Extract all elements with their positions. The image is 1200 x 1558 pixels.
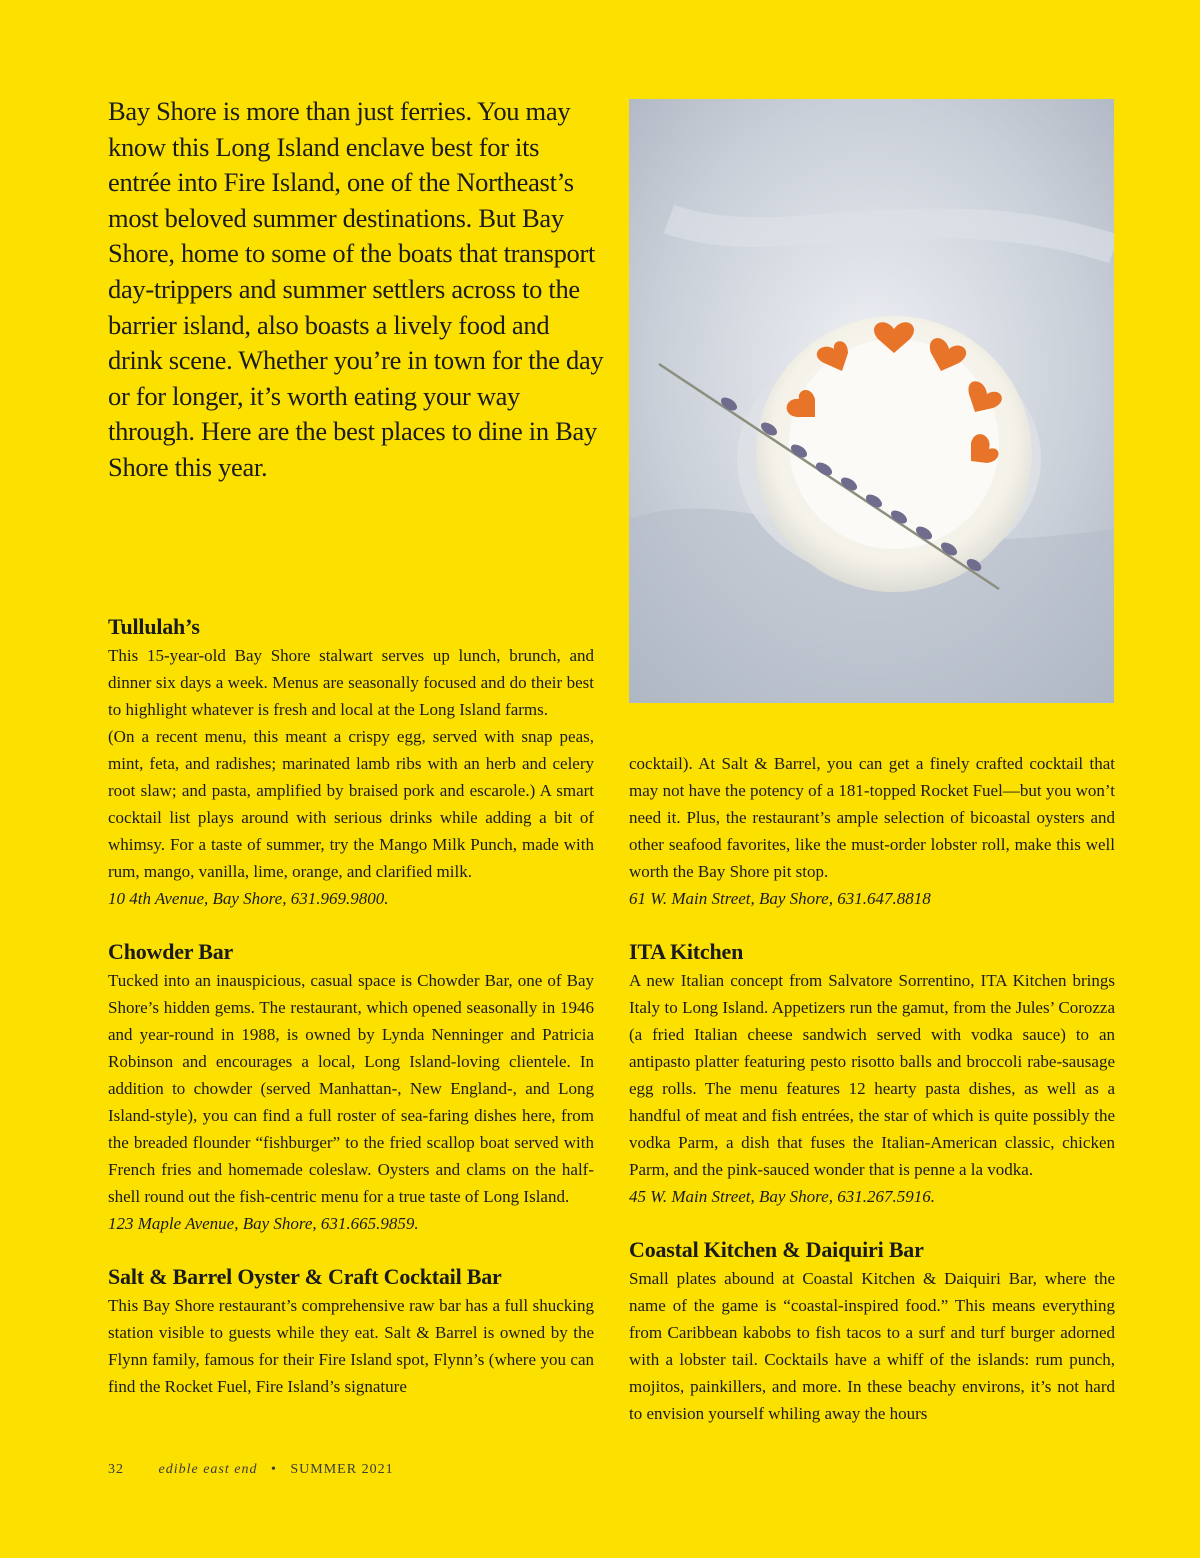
chowder-bar-paragraph: Tucked into an inauspicious, casual space is Chowder Bar, one of Bay Shore’s hidden gems. The restaurant, which opened seasonally in 1946 and year-round in 1988, is owned by Lynda Nenninger and Patricia Robinson and encourages a local, Long Island-loving clientele. In addition to chowder (served Manhattan-, New England-, and Long Island-style), you can find a full roster of sea-faring dishes here, from the breaded flounder “fishburger” to the fried scallop boat served with French fries and homemade coleslaw. Oysters and clams on the half-shell round out the fish-centric menu for a true taste of Long Island. (108, 971, 594, 1206)
magazine-name: edible east end (158, 1462, 258, 1477)
ita-kitchen-paragraph: A new Italian concept from Salvatore Sorrentino, ITA Kitchen brings Italy to Long Island. Appetizers run the gamut, from the Jules’ Corozza (a fried Italian cheese sandwich served with vodka sauce) to an antipasto platter featuring pesto risotto balls and broccoli rabe-sausage egg rolls. The menu features 12 hearty pasta dishes, as well as a handful of meat and fish entrées, the star of which is quite possibly the vodka Parm, a dish that fuses the Italian-American classic, chicken Parm, and the pink-sauced wonder that is penne a la vodka. (629, 971, 1115, 1179)
salt-barrel-address: 61 W. Main Street, Bay Shore, 631.647.8818 (629, 889, 931, 908)
section-salt-barrel (108, 1262, 594, 1400)
heading-salt-barrel: Salt & Barrel Oyster & Craft Cocktail Bar (108, 1264, 502, 1289)
heading-tullulahs: Tullulah’s (108, 614, 200, 639)
heading-ita-kitchen: ITA Kitchen (629, 939, 744, 964)
section-salt-barrel-continued (629, 750, 1115, 912)
ita-kitchen-address: 45 W. Main Street, Bay Shore, 631.267.5916. (629, 1187, 935, 1206)
salt-barrel-paragraph-end: cocktail). At Salt & Barrel, you can get a finely crafted cocktail that may not have the potency of a 181-topped Rocket Fuel—but you won’t need it. Plus, the restaurant’s ample selection of bicoastal oysters and other seafood favorites, like the must-order lobster roll, make this well worth the Bay Shore pit stop. (629, 754, 1115, 881)
salt-barrel-paragraph-start: This Bay Shore restaurant’s comprehensive raw bar has a full shucking station visible to guests while they eat. Salt & Barrel is owned by the Flynn family, famous for their Fire Island spot, Flynn’s (where you can find the Rocket Fuel, Fire Island’s signature (108, 1296, 594, 1396)
tullulahs-address: 10 4th Avenue, Bay Shore, 631.969.9800. (108, 889, 389, 908)
footer-separator: • (270, 1462, 277, 1477)
section-coastal-kitchen (629, 1235, 1115, 1427)
intro-paragraph: Bay Shore is more than just ferries. You may know this Long Island enclave best for its entrée into Fire Island, one of the Northeast’s most beloved summer destinations. But Bay Shore, home to some of the boats that transport day-trippers and summer settlers across to the barrier island, also boasts a lively food and drink scene. Whether you’re in town for the day or for longer, it’s worth eating your way through. Here are the best places to dine in Bay Shore this year. (108, 96, 604, 482)
cocktail-illustration (629, 99, 1114, 703)
coastal-kitchen-paragraph: Small plates abound at Coastal Kitchen & Daiquiri Bar, where the name of the game is “coastal-inspired food.” This means everything from Caribbean kabobs to fish tacos to a surf and turf burger adorned with a lobster tail. Cocktails have a whiff of the islands: rum punch, mojitos, painkillers, and more. In these beachy environs, it’s not hard to envision yourself whiling away the hours (629, 1269, 1115, 1423)
heading-coastal-kitchen: Coastal Kitchen & Daiquiri Bar (629, 1237, 924, 1262)
heading-chowder-bar: Chowder Bar (108, 939, 234, 964)
tullulahs-paragraph-2: (On a recent menu, this meant a crispy egg, served with snap peas, mint, feta, and radishes; marinated lamb ribs with an herb and celery root slaw; and pasta, amplified by braised pork and escarole.) A smart cocktail list plays around with serious drinks while adding a bit of whimsy. For a taste of summer, try the Mango Milk Punch, made with rum, mango, vanilla, lime, orange, and clarified milk. (108, 727, 594, 881)
tullulahs-paragraph-1: This 15-year-old Bay Shore stalwart serves up lunch, brunch, and dinner six days a week. Menus are seasonally focused and do their best to highlight whatever is fresh and local at the Long Island farms. (108, 646, 594, 719)
right-column (629, 750, 1115, 1452)
section-ita-kitchen (629, 937, 1115, 1210)
left-column (108, 612, 594, 1425)
section-chowder-bar (108, 937, 594, 1237)
chowder-bar-address: 123 Maple Avenue, Bay Shore, 631.665.9859. (108, 1214, 419, 1233)
section-tullulahs (108, 612, 594, 912)
page-footer (108, 1462, 394, 1478)
issue-label: SUMMER 2021 (290, 1462, 394, 1477)
page-number: 32 (108, 1462, 124, 1477)
cocktail-photo (629, 99, 1114, 703)
